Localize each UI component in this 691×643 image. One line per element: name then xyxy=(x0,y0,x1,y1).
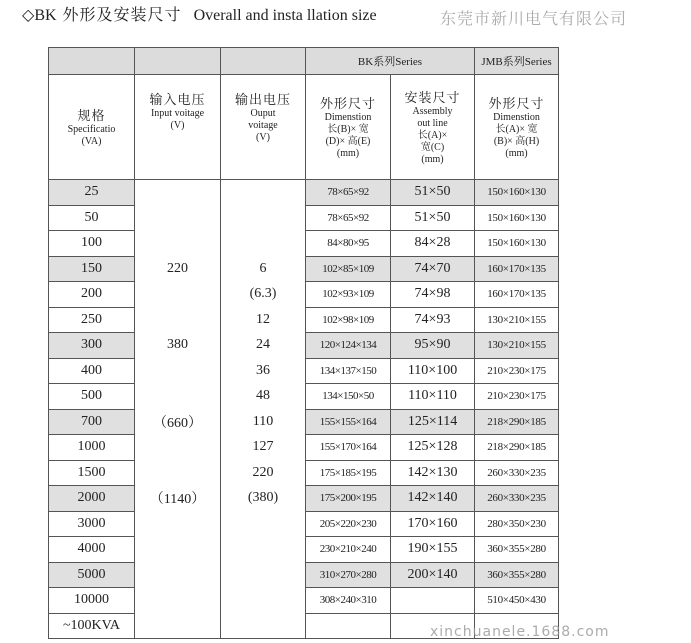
cell-output: 12 xyxy=(221,307,306,333)
table-row xyxy=(49,562,559,588)
cell-output: 110 xyxy=(221,409,306,435)
cell-output xyxy=(221,613,306,639)
table-row xyxy=(49,435,559,461)
cell-bk-dim: 134×137×150 xyxy=(306,358,391,384)
bk-dim-header: 外形尺寸 Dimenstion 长(B)× 宽 (D)× 高(E) (mm) xyxy=(306,75,391,180)
cell-bk-dim: 155×170×164 xyxy=(306,435,391,461)
cell-output: 48 xyxy=(221,384,306,410)
table-row xyxy=(49,205,559,231)
cell-input xyxy=(135,511,221,537)
cell-jmb-dim: 510×450×430 xyxy=(475,588,559,614)
cell-jmb-dim: 218×290×185 xyxy=(475,435,559,461)
page-title xyxy=(22,2,377,25)
cell-jmb-dim: 360×355×280 xyxy=(475,562,559,588)
table-row xyxy=(49,282,559,308)
bk-series-header: BK系列Series xyxy=(306,48,475,75)
table-row xyxy=(49,256,559,282)
cell-input xyxy=(135,562,221,588)
cell-jmb-dim: 130×210×155 xyxy=(475,307,559,333)
cell-spec: 250 xyxy=(49,307,135,333)
cell-bk-dim xyxy=(306,613,391,639)
input-header: 输入电压 Input voitage (V) xyxy=(135,75,221,180)
cell-spec: 1000 xyxy=(49,435,135,461)
cell-spec: 50 xyxy=(49,205,135,231)
watermark-cn: 东莞市新川电气有限公司 xyxy=(440,9,628,28)
bk-asm-header: 安装尺寸 Assembly out line 长(A)× 宽(C) (mm) xyxy=(391,75,475,180)
cell-bk-dim: 134×150×50 xyxy=(306,384,391,410)
cell-jmb-dim: 160×170×135 xyxy=(475,282,559,308)
cell-bk-dim: 102×98×109 xyxy=(306,307,391,333)
cell-bk-dim: 310×270×280 xyxy=(306,562,391,588)
table-row xyxy=(49,486,559,512)
title-cn: 外形及安装尺寸 xyxy=(62,7,182,24)
cell-bk-asm: 125×114 xyxy=(391,409,475,435)
cell-bk-asm: 51×50 xyxy=(391,180,475,206)
cell-input: （1140） xyxy=(135,486,221,512)
size-table xyxy=(48,47,559,639)
cell-output xyxy=(221,588,306,614)
cell-input: 380 xyxy=(135,333,221,359)
cell-input xyxy=(135,613,221,639)
cell-bk-asm: 51×50 xyxy=(391,205,475,231)
header-row-series xyxy=(49,48,559,75)
cell-bk-dim: 78×65×92 xyxy=(306,205,391,231)
cell-bk-asm: 95×90 xyxy=(391,333,475,359)
cell-input xyxy=(135,307,221,333)
cell-input xyxy=(135,537,221,563)
jmb-dim-header: 外形尺寸 Dimenstion 长(A)× 宽 (B)× 高(H) (mm) xyxy=(475,75,559,180)
cell-bk-asm: 190×155 xyxy=(391,537,475,563)
diamond-icon: ◇ xyxy=(22,7,35,24)
cell-input xyxy=(135,435,221,461)
cell-input xyxy=(135,358,221,384)
cell-spec: 4000 xyxy=(49,537,135,563)
spec-header: 规格 Specificatio (VA) xyxy=(49,75,135,180)
cell-jmb-dim: 218×290×185 xyxy=(475,409,559,435)
cell-bk-asm: 74×70 xyxy=(391,256,475,282)
cell-output xyxy=(221,231,306,257)
cell-bk-asm: 142×140 xyxy=(391,486,475,512)
cell-bk-asm: 125×128 xyxy=(391,435,475,461)
cell-jmb-dim: 210×230×175 xyxy=(475,384,559,410)
cell-bk-dim: 175×185×195 xyxy=(306,460,391,486)
cell-output: 36 xyxy=(221,358,306,384)
cell-bk-asm xyxy=(391,613,475,639)
cell-bk-dim: 78×65×92 xyxy=(306,180,391,206)
table-row xyxy=(49,333,559,359)
cell-spec: 5000 xyxy=(49,562,135,588)
jmb-series-header: JMB系列Series xyxy=(475,48,559,75)
cell-output: 127 xyxy=(221,435,306,461)
cell-bk-dim: 205×220×230 xyxy=(306,511,391,537)
table-row xyxy=(49,613,559,639)
cell-output: 24 xyxy=(221,333,306,359)
cell-bk-dim: 84×80×95 xyxy=(306,231,391,257)
cell-input: （660） xyxy=(135,409,221,435)
cell-spec: 200 xyxy=(49,282,135,308)
table-row xyxy=(49,231,559,257)
cell-spec: 2000 xyxy=(49,486,135,512)
cell-spec: 700 xyxy=(49,409,135,435)
cell-bk-asm: 142×130 xyxy=(391,460,475,486)
cell-input xyxy=(135,588,221,614)
cell-bk-asm: 200×140 xyxy=(391,562,475,588)
title-en: Overall and insta llation size xyxy=(193,7,377,24)
cell-bk-dim: 102×93×109 xyxy=(306,282,391,308)
cell-bk-dim: 230×210×240 xyxy=(306,537,391,563)
cell-output xyxy=(221,562,306,588)
cell-jmb-dim: 210×230×175 xyxy=(475,358,559,384)
cell-jmb-dim: 130×210×155 xyxy=(475,333,559,359)
cell-output: 6 xyxy=(221,256,306,282)
table-row xyxy=(49,588,559,614)
cell-output xyxy=(221,205,306,231)
cell-spec: 500 xyxy=(49,384,135,410)
cell-spec: 150 xyxy=(49,256,135,282)
cell-jmb-dim: 160×170×135 xyxy=(475,256,559,282)
cell-input xyxy=(135,205,221,231)
cell-output: (6.3) xyxy=(221,282,306,308)
cell-spec: 10000 xyxy=(49,588,135,614)
cell-input xyxy=(135,231,221,257)
cell-spec: ~100KVA xyxy=(49,613,135,639)
cell-jmb-dim: 360×355×280 xyxy=(475,537,559,563)
cell-jmb-dim: 280×350×230 xyxy=(475,511,559,537)
cell-jmb-dim: 260×330×235 xyxy=(475,460,559,486)
cell-bk-asm: 110×110 xyxy=(391,384,475,410)
cell-input xyxy=(135,460,221,486)
cell-spec: 300 xyxy=(49,333,135,359)
cell-spec: 3000 xyxy=(49,511,135,537)
cell-input xyxy=(135,384,221,410)
cell-input: 220 xyxy=(135,256,221,282)
watermark-url: xinchuanele.1688.com xyxy=(430,624,610,640)
cell-spec: 400 xyxy=(49,358,135,384)
table-row xyxy=(49,460,559,486)
table-row xyxy=(49,409,559,435)
cell-bk-asm: 110×100 xyxy=(391,358,475,384)
cell-bk-dim: 175×200×195 xyxy=(306,486,391,512)
table-row xyxy=(49,180,559,206)
cell-bk-asm xyxy=(391,588,475,614)
table-row xyxy=(49,384,559,410)
cell-jmb-dim: 150×160×130 xyxy=(475,180,559,206)
cell-bk-asm: 74×98 xyxy=(391,282,475,308)
cell-output: (380) xyxy=(221,486,306,512)
cell-jmb-dim: 150×160×130 xyxy=(475,231,559,257)
table-row xyxy=(49,307,559,333)
cell-jmb-dim: 260×330×235 xyxy=(475,486,559,512)
output-header: 输出电压 Ouput voitage (V) xyxy=(221,75,306,180)
header-row-columns xyxy=(49,75,559,180)
cell-bk-asm: 74×93 xyxy=(391,307,475,333)
table-row xyxy=(49,537,559,563)
cell-output xyxy=(221,537,306,563)
cell-spec: 100 xyxy=(49,231,135,257)
cell-bk-asm: 84×28 xyxy=(391,231,475,257)
cell-output xyxy=(221,511,306,537)
cell-bk-dim: 155×155×164 xyxy=(306,409,391,435)
cell-output: 220 xyxy=(221,460,306,486)
cell-bk-dim: 308×240×310 xyxy=(306,588,391,614)
table-row xyxy=(49,358,559,384)
cell-bk-asm: 170×160 xyxy=(391,511,475,537)
cell-jmb-dim xyxy=(475,613,559,639)
cell-spec: 25 xyxy=(49,180,135,206)
cell-output xyxy=(221,180,306,206)
cell-input xyxy=(135,180,221,206)
cell-input xyxy=(135,282,221,308)
title-prefix: BK xyxy=(34,7,57,24)
cell-bk-dim: 120×124×134 xyxy=(306,333,391,359)
cell-jmb-dim: 150×160×130 xyxy=(475,205,559,231)
cell-bk-dim: 102×85×109 xyxy=(306,256,391,282)
table-row xyxy=(49,511,559,537)
cell-spec: 1500 xyxy=(49,460,135,486)
